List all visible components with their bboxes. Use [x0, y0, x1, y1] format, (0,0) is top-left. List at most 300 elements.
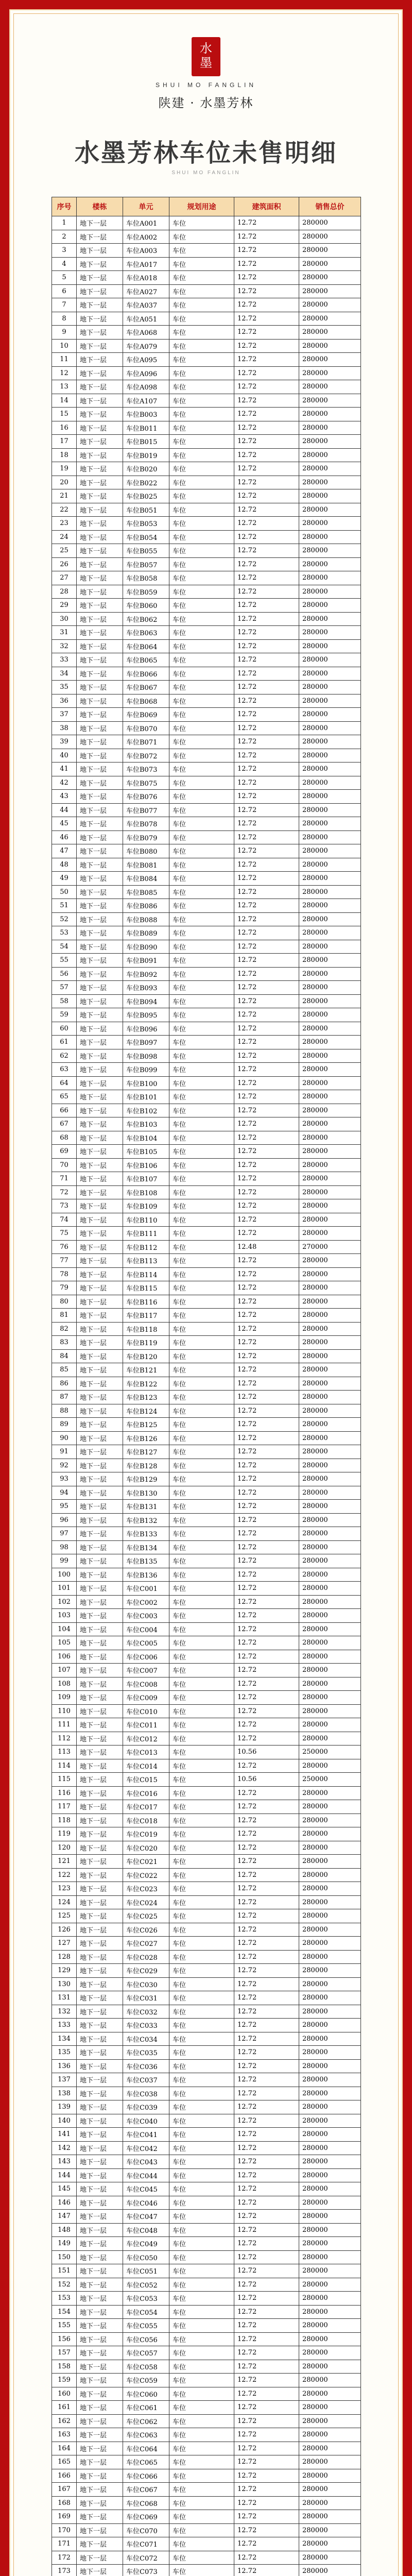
cell-price: 280000	[299, 476, 361, 489]
cell-unit: 车位C041	[123, 2128, 169, 2142]
cell-building: 地下一层	[77, 1349, 123, 1363]
cell-unit: 车位C030	[123, 1977, 169, 1991]
cell-unit: 车位C044	[123, 2168, 169, 2182]
cell-price: 280000	[299, 2401, 361, 2415]
table-row	[52, 1281, 361, 1295]
cell-area: 12.72	[234, 2278, 299, 2292]
table-row	[52, 2073, 361, 2087]
cell-index: 81	[52, 1309, 77, 1323]
cell-price: 280000	[299, 967, 361, 981]
cell-unit: 车位C014	[123, 1759, 169, 1773]
cell-price: 280000	[299, 1227, 361, 1241]
cell-building: 地下一层	[77, 2414, 123, 2428]
cell-area: 12.72	[234, 1622, 299, 1636]
cell-area: 12.72	[234, 721, 299, 735]
cell-price: 280000	[299, 2128, 361, 2142]
cell-price: 280000	[299, 1309, 361, 1323]
cell-price: 280000	[299, 284, 361, 298]
cell-area: 12.72	[234, 1117, 299, 1131]
cell-building: 地下一层	[77, 2523, 123, 2537]
table-row	[52, 1704, 361, 1718]
cell-building: 地下一层	[77, 2250, 123, 2264]
cell-unit: 车位A001	[123, 216, 169, 230]
cell-index: 150	[52, 2250, 77, 2264]
cell-usage: 车位	[169, 721, 234, 735]
cell-unit: 车位B058	[123, 571, 169, 585]
cell-building: 地下一层	[77, 721, 123, 735]
cell-usage: 车位	[169, 1117, 234, 1131]
cell-area: 12.72	[234, 1732, 299, 1745]
cell-unit: 车位B135	[123, 1554, 169, 1568]
cell-usage: 车位	[169, 1104, 234, 1117]
cell-building: 地下一层	[77, 557, 123, 571]
cell-usage: 车位	[169, 1322, 234, 1336]
cell-price: 280000	[299, 612, 361, 626]
cell-price: 280000	[299, 2551, 361, 2565]
cell-area: 12.72	[234, 1336, 299, 1350]
cell-building: 地下一层	[77, 1909, 123, 1923]
cell-building: 地下一层	[77, 2019, 123, 2032]
cell-area: 12.72	[234, 489, 299, 503]
cell-area: 12.72	[234, 2264, 299, 2278]
cell-usage: 车位	[169, 1391, 234, 1404]
cell-usage: 车位	[169, 694, 234, 708]
cell-index: 141	[52, 2128, 77, 2142]
table-row	[52, 1855, 361, 1869]
table-row	[52, 585, 361, 599]
cell-building: 地下一层	[77, 2305, 123, 2319]
table-row	[52, 1841, 361, 1855]
cell-area: 12.72	[234, 557, 299, 571]
cell-index: 24	[52, 530, 77, 544]
cell-area: 12.72	[234, 1418, 299, 1432]
cell-price: 280000	[299, 817, 361, 831]
cell-area: 12.72	[234, 844, 299, 858]
cell-index: 22	[52, 503, 77, 517]
cell-index: 37	[52, 708, 77, 722]
cell-usage: 车位	[169, 2360, 234, 2374]
cell-unit: 车位C011	[123, 1718, 169, 1732]
cell-area: 12.72	[234, 653, 299, 667]
cell-price: 280000	[299, 1472, 361, 1486]
column-header-area: 建筑面积	[234, 197, 299, 216]
cell-price: 280000	[299, 2237, 361, 2251]
cell-usage: 车位	[169, 2332, 234, 2346]
cell-index: 51	[52, 899, 77, 913]
cell-usage: 车位	[169, 2510, 234, 2524]
cell-building: 地下一层	[77, 926, 123, 940]
cell-unit: 车位B025	[123, 489, 169, 503]
cell-unit: 车位B094	[123, 994, 169, 1008]
cell-index: 157	[52, 2346, 77, 2360]
cell-unit: 车位A051	[123, 312, 169, 326]
cell-index: 26	[52, 557, 77, 571]
cell-index: 31	[52, 626, 77, 640]
cell-unit: 车位B060	[123, 599, 169, 613]
cell-index: 167	[52, 2483, 77, 2497]
cell-building: 地下一层	[77, 298, 123, 312]
cell-unit: 车位B103	[123, 1117, 169, 1131]
table-row	[52, 599, 361, 613]
table-row	[52, 844, 361, 858]
cell-unit: 车位B119	[123, 1336, 169, 1350]
cell-price: 280000	[299, 244, 361, 258]
cell-area: 12.72	[234, 1650, 299, 1664]
cell-building: 地下一层	[77, 2496, 123, 2510]
cell-building: 地下一层	[77, 626, 123, 640]
table-row	[52, 2319, 361, 2333]
cell-index: 55	[52, 954, 77, 968]
cell-index: 145	[52, 2182, 77, 2196]
cell-usage: 车位	[169, 2019, 234, 2032]
cell-price: 280000	[299, 1445, 361, 1459]
cell-building: 地下一层	[77, 380, 123, 394]
cell-unit: 车位B115	[123, 1281, 169, 1295]
table-row	[52, 1349, 361, 1363]
cell-area: 12.72	[234, 1145, 299, 1159]
cell-price: 280000	[299, 994, 361, 1008]
cell-usage: 车位	[169, 1827, 234, 1841]
cell-usage: 车位	[169, 1349, 234, 1363]
cell-area: 12.72	[234, 2019, 299, 2032]
cell-unit: 车位B019	[123, 448, 169, 462]
cell-unit: 车位C021	[123, 1855, 169, 1869]
cell-index: 136	[52, 2059, 77, 2073]
cell-area: 12.72	[234, 462, 299, 476]
cell-unit: 车位C012	[123, 1732, 169, 1745]
cell-area: 12.72	[234, 2332, 299, 2346]
table-row	[52, 503, 361, 517]
table-row	[52, 339, 361, 353]
cell-area: 12.72	[234, 1609, 299, 1623]
table-row	[52, 544, 361, 558]
table-row	[52, 2032, 361, 2046]
cell-unit: 车位C005	[123, 1636, 169, 1650]
cell-area: 12.72	[234, 1090, 299, 1104]
cell-price: 280000	[299, 1650, 361, 1664]
table-row	[52, 1445, 361, 1459]
cell-building: 地下一层	[77, 353, 123, 367]
cell-usage: 车位	[169, 312, 234, 326]
cell-price: 250000	[299, 1745, 361, 1759]
cell-price: 280000	[299, 1391, 361, 1404]
cell-usage: 车位	[169, 1309, 234, 1323]
cell-building: 地下一层	[77, 339, 123, 353]
cell-building: 地下一层	[77, 1322, 123, 1336]
cell-area: 12.72	[234, 1977, 299, 1991]
cell-index: 17	[52, 435, 77, 449]
cell-unit: 车位B116	[123, 1295, 169, 1309]
cell-usage: 车位	[169, 912, 234, 926]
cell-unit: 车位B088	[123, 912, 169, 926]
cell-area: 12.72	[234, 1431, 299, 1445]
cell-usage: 车位	[169, 503, 234, 517]
cell-area: 12.72	[234, 1199, 299, 1213]
table-row	[52, 2223, 361, 2237]
cell-price: 280000	[299, 1540, 361, 1554]
cell-usage: 车位	[169, 872, 234, 886]
cell-unit: 车位B054	[123, 530, 169, 544]
cell-index: 28	[52, 585, 77, 599]
cell-price: 280000	[299, 1609, 361, 1623]
cell-index: 12	[52, 366, 77, 380]
cell-usage: 车位	[169, 2168, 234, 2182]
cell-area: 12.72	[234, 1486, 299, 1500]
cell-unit: 车位C053	[123, 2292, 169, 2306]
cell-usage: 车位	[169, 2155, 234, 2169]
cell-area: 12.72	[234, 339, 299, 353]
cell-index: 120	[52, 1841, 77, 1855]
cell-price: 280000	[299, 1827, 361, 1841]
table-row	[52, 271, 361, 285]
cell-unit: 车位B105	[123, 1145, 169, 1159]
table-header	[52, 197, 361, 216]
cell-index: 149	[52, 2237, 77, 2251]
cell-usage: 车位	[169, 1022, 234, 1036]
cell-index: 82	[52, 1322, 77, 1336]
cell-price: 280000	[299, 2374, 361, 2387]
cell-unit: 车位C043	[123, 2155, 169, 2169]
column-header-building: 楼栋	[77, 197, 123, 216]
cell-area: 12.72	[234, 2210, 299, 2224]
table-row	[52, 1063, 361, 1077]
cell-building: 地下一层	[77, 1991, 123, 2005]
cell-usage: 车位	[169, 408, 234, 421]
cell-index: 98	[52, 1540, 77, 1554]
cell-index: 74	[52, 1213, 77, 1227]
cell-price: 280000	[299, 2537, 361, 2551]
cell-price: 280000	[299, 2073, 361, 2087]
cell-usage: 车位	[169, 2046, 234, 2060]
cell-area: 12.72	[234, 2401, 299, 2415]
table-row	[52, 1240, 361, 1254]
cell-usage: 车位	[169, 2141, 234, 2155]
cell-unit: 车位C056	[123, 2332, 169, 2346]
cell-area: 12.72	[234, 435, 299, 449]
cell-area: 12.72	[234, 639, 299, 653]
cell-price: 280000	[299, 1022, 361, 1036]
cell-area: 12.72	[234, 762, 299, 776]
table-row	[52, 1732, 361, 1745]
cell-area: 12.72	[234, 1827, 299, 1841]
cell-area: 12.72	[234, 1909, 299, 1923]
cell-index: 135	[52, 2046, 77, 2060]
cell-area: 12.72	[234, 872, 299, 886]
cell-index: 106	[52, 1650, 77, 1664]
cell-area: 12.72	[234, 926, 299, 940]
cell-price: 280000	[299, 1172, 361, 1186]
cell-unit: 车位C025	[123, 1909, 169, 1923]
cell-usage: 车位	[169, 1882, 234, 1896]
cell-area: 12.72	[234, 394, 299, 408]
cell-price: 280000	[299, 1431, 361, 1445]
cell-usage: 车位	[169, 681, 234, 694]
cell-price: 280000	[299, 626, 361, 640]
cell-price: 280000	[299, 1199, 361, 1213]
cell-unit: 车位B096	[123, 1022, 169, 1036]
table-row	[52, 326, 361, 340]
cell-index: 127	[52, 1937, 77, 1951]
table-row	[52, 2264, 361, 2278]
cell-building: 地下一层	[77, 2141, 123, 2155]
brand-pinyin: SHUI MO FANGLIN	[155, 81, 256, 89]
cell-price: 280000	[299, 353, 361, 367]
table-row	[52, 1786, 361, 1800]
cell-unit: 车位B022	[123, 476, 169, 489]
cell-usage: 车位	[169, 2128, 234, 2142]
cell-index: 56	[52, 967, 77, 981]
cell-building: 地下一层	[77, 1800, 123, 1814]
table-row	[52, 2360, 361, 2374]
cell-price: 280000	[299, 1622, 361, 1636]
cell-price: 280000	[299, 489, 361, 503]
cell-usage: 车位	[169, 2278, 234, 2292]
cell-index: 169	[52, 2510, 77, 2524]
cell-usage: 车位	[169, 216, 234, 230]
cell-area: 12.72	[234, 230, 299, 244]
cell-price: 280000	[299, 1677, 361, 1691]
table-row	[52, 626, 361, 640]
cell-index: 94	[52, 1486, 77, 1500]
cell-area: 12.72	[234, 981, 299, 995]
cell-index: 132	[52, 2005, 77, 2019]
cell-building: 地下一层	[77, 1145, 123, 1159]
cell-area: 12.72	[234, 1841, 299, 1855]
cell-price: 280000	[299, 1459, 361, 1472]
cell-usage: 车位	[169, 271, 234, 285]
cell-unit: 车位C023	[123, 1882, 169, 1896]
cell-usage: 车位	[169, 2182, 234, 2196]
cell-index: 102	[52, 1595, 77, 1609]
cell-index: 29	[52, 599, 77, 613]
cell-area: 12.72	[234, 1363, 299, 1377]
cell-building: 地下一层	[77, 1568, 123, 1582]
cell-area: 12.72	[234, 1322, 299, 1336]
cell-unit: 车位C063	[123, 2428, 169, 2442]
cell-index: 146	[52, 2196, 77, 2210]
cell-price: 280000	[299, 2114, 361, 2128]
cell-price: 280000	[299, 708, 361, 722]
cell-price: 280000	[299, 2100, 361, 2114]
table-row	[52, 2250, 361, 2264]
cell-price: 280000	[299, 1267, 361, 1281]
cell-price: 280000	[299, 1554, 361, 1568]
cell-area: 12.72	[234, 735, 299, 749]
cell-price: 280000	[299, 1868, 361, 1882]
cell-area: 12.72	[234, 571, 299, 585]
table-row	[52, 2292, 361, 2306]
cell-building: 地下一层	[77, 1063, 123, 1077]
cell-building: 地下一层	[77, 803, 123, 817]
cell-unit: 车位B011	[123, 421, 169, 435]
cell-price: 280000	[299, 844, 361, 858]
cell-price: 280000	[299, 1732, 361, 1745]
cell-building: 地下一层	[77, 1131, 123, 1145]
table-row	[52, 1076, 361, 1090]
table-row	[52, 2483, 361, 2497]
cell-price: 280000	[299, 1704, 361, 1718]
cell-price: 280000	[299, 1076, 361, 1090]
cell-unit: 车位B117	[123, 1309, 169, 1323]
cell-area: 12.72	[234, 2100, 299, 2114]
cell-unit: 车位B127	[123, 1445, 169, 1459]
cell-price: 280000	[299, 544, 361, 558]
cell-index: 142	[52, 2141, 77, 2155]
table-row	[52, 2046, 361, 2060]
cell-index: 144	[52, 2168, 77, 2182]
cell-building: 地下一层	[77, 1841, 123, 1855]
cell-building: 地下一层	[77, 1950, 123, 1964]
cell-unit: 车位C069	[123, 2510, 169, 2524]
column-header-usage: 规划用途	[169, 197, 234, 216]
cell-usage: 车位	[169, 940, 234, 954]
cell-price: 280000	[299, 298, 361, 312]
cell-unit: 车位A068	[123, 326, 169, 340]
table-row	[52, 1718, 361, 1732]
cell-price: 280000	[299, 790, 361, 804]
cell-price: 280000	[299, 1718, 361, 1732]
cell-area: 12.72	[234, 1991, 299, 2005]
cell-unit: 车位C022	[123, 1868, 169, 1882]
cell-usage: 车位	[169, 230, 234, 244]
cell-area: 12.72	[234, 2442, 299, 2455]
cell-price: 280000	[299, 380, 361, 394]
logo-glyph: 水	[200, 41, 212, 56]
cell-building: 地下一层	[77, 230, 123, 244]
cell-building: 地下一层	[77, 2210, 123, 2224]
cell-area: 12.72	[234, 2046, 299, 2060]
cell-index: 10	[52, 339, 77, 353]
cell-building: 地下一层	[77, 1486, 123, 1500]
cell-area: 12.72	[234, 2455, 299, 2469]
cell-price: 280000	[299, 462, 361, 476]
cell-building: 地下一层	[77, 1882, 123, 1896]
cell-area: 12.72	[234, 1104, 299, 1117]
cell-building: 地下一层	[77, 858, 123, 872]
cell-usage: 车位	[169, 1964, 234, 1978]
cell-unit: 车位A003	[123, 244, 169, 258]
cell-price: 280000	[299, 2523, 361, 2537]
cell-index: 47	[52, 844, 77, 858]
cell-unit: 车位C038	[123, 2087, 169, 2100]
cell-building: 地下一层	[77, 2510, 123, 2524]
cell-index: 15	[52, 408, 77, 421]
cell-price: 280000	[299, 681, 361, 694]
cell-index: 92	[52, 1459, 77, 1472]
cell-usage: 车位	[169, 366, 234, 380]
cell-index: 2	[52, 230, 77, 244]
cell-index: 170	[52, 2523, 77, 2537]
page-title: 水墨芳林车位未售明细	[74, 139, 337, 167]
cell-unit: 车位A002	[123, 230, 169, 244]
cell-index: 90	[52, 1431, 77, 1445]
table-header-row	[52, 197, 361, 216]
cell-unit: 车位C017	[123, 1800, 169, 1814]
cell-index: 57	[52, 981, 77, 995]
table-row	[52, 1363, 361, 1377]
cell-unit: 车位C042	[123, 2141, 169, 2155]
cell-unit: 车位C073	[123, 2565, 169, 2576]
cell-area: 12.72	[234, 1554, 299, 1568]
cell-area: 12.72	[234, 1513, 299, 1527]
cell-price: 280000	[299, 2319, 361, 2333]
cell-building: 地下一层	[77, 1937, 123, 1951]
cell-usage: 车位	[169, 2100, 234, 2114]
cell-unit: 车位C015	[123, 1773, 169, 1787]
cell-unit: 车位B055	[123, 544, 169, 558]
cell-building: 地下一层	[77, 1240, 123, 1254]
cell-building: 地下一层	[77, 2551, 123, 2565]
